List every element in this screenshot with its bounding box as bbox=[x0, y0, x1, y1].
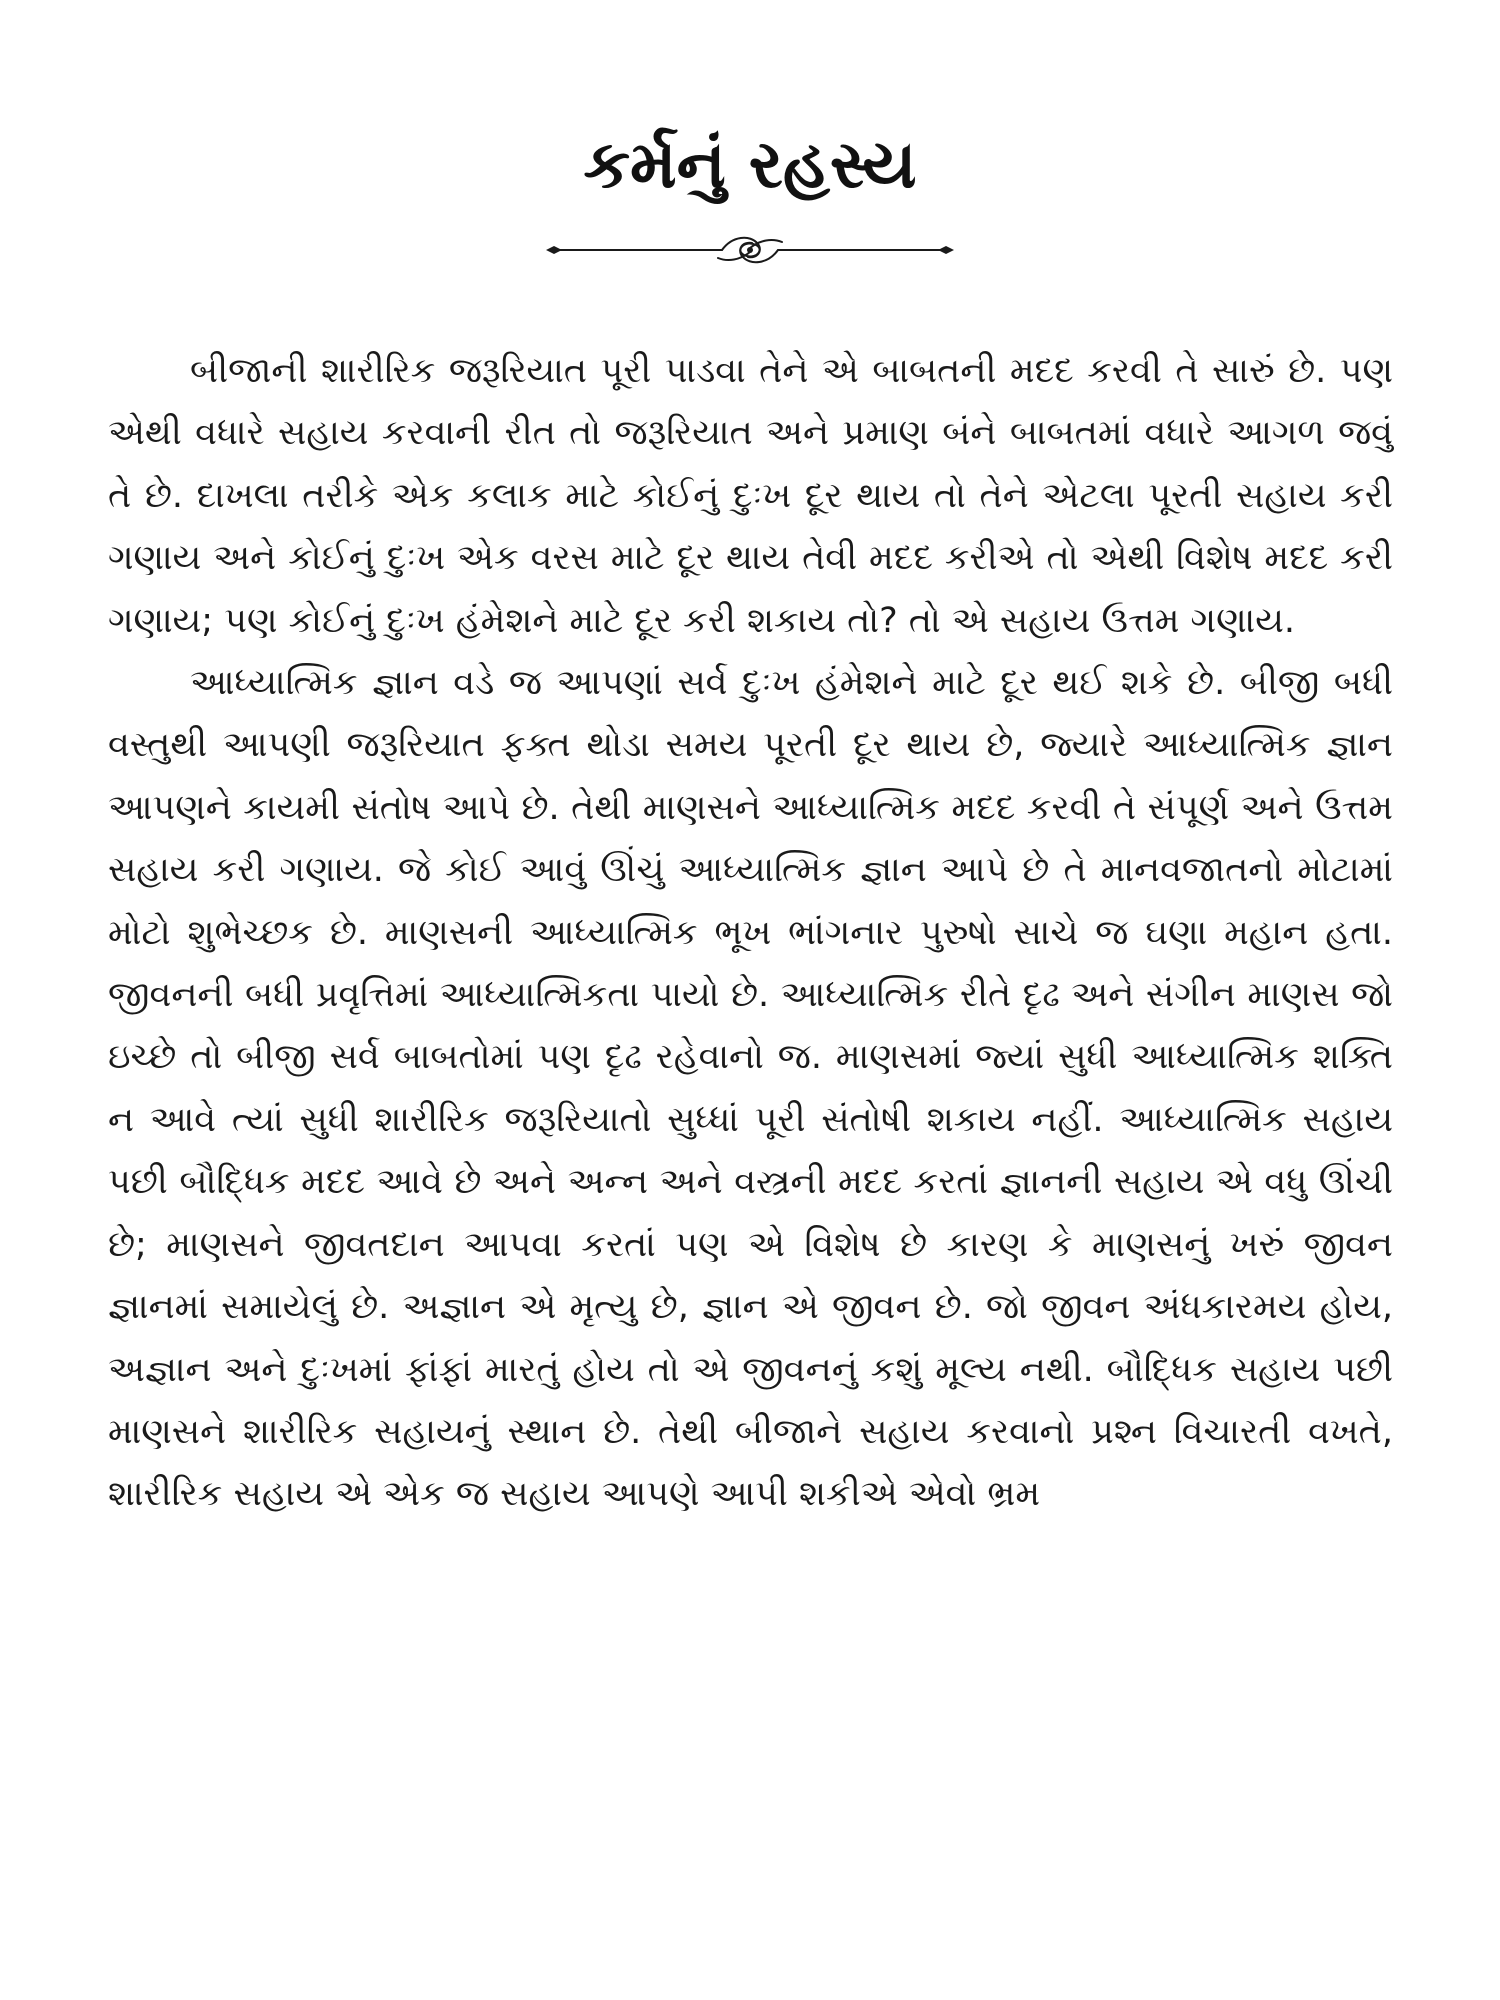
paragraph-1: બીજાની શારીરિક જરૂરિયાત પૂરી પાડવા તેને એ બાબતની મદદ કરવી તે સારું છે. પણ એથી વધારે સહાય કરવાની રીત તો જરૂરિયાત અને પ્રમાણ બંને બાબતમાં વધારે આગળ જવું તે છે. દાખલા તરીકે એક કલાક માટે કોઈનું દુઃખ દૂર થાય તો તેને એટલા પૂરતી સહાય કરી ગણાય અને કોઈનું દુઃખ એક વરસ માટે દૂર થાય તેવી મદદ કરીએ તો એથી વિશેષ મદદ કરી ગણાય; પણ કોઈનું દુઃખ હંમેશને માટે દૂર કરી શકાય તો? તો એ સહાય ઉત્તમ ગણાય. bbox=[108, 351, 1393, 641]
body-text bbox=[108, 340, 1393, 1526]
paragraph-2: આધ્યાત્મિક જ્ઞાન વડે જ આપણાં સર્વ દુઃખ હંમેશને માટે દૂર થઈ શકે છે. બીજી બધી વસ્તુથી આપણી જરૂરિયાત ફક્ત થોડા સમય પૂરતી દૂર થાય છે, જ્યારે આધ્યાત્મિક જ્ઞાન આપણને કાયમી સંતોષ આપે છે. તેથી માણસને આધ્યાત્મિક મદદ કરવી તે સંપૂર્ણ અને ઉત્તમ સહાય કરી ગણાય. જે કોઈ આવું ઊંચું આધ્યાત્મિક જ્ઞાન આપે છે તે માનવજાતનો મોટામાં મોટો શુભેચ્છક છે. માણસની આધ્યાત્મિક ભૂખ ભાંગનાર પુરુષો સાચે જ ઘણા મહાન હતા. જીવનની બધી પ્રવૃત્તિમાં આધ્યાત્મિકતા પાયો છે. આધ્યાત્મિક રીતે દૃઢ અને સંગીન માણસ જો ઇચ્છે તો બીજી સર્વ બાબતોમાં પણ દૃઢ રહેવાનો જ. માણસમાં જ્યાં સુધી આધ્યાત્મિક શક્તિ ન આવે ત્યાં સુધી શારીરિક જરૂરિયાતો સુધ્ધાં પૂરી સંતોષી શકાય નહીં. આધ્યાત્મિક સહાય પછી બૌદ્ધિક મદદ આવે છે અને અન્ન અને વસ્ત્રની મદદ કરતાં જ્ઞાનની સહાય એ વધુ ઊંચી છે; માણસને જીવતદાન આપવા કરતાં પણ એ વિશેષ છે કારણ કે માણસનું ખરું જીવન જ્ઞાનમાં સમાયેલું છે. અજ્ઞાન એ મૃત્યુ છે, જ્ઞાન એ જીવન છે. જો જીવન અંધકારમય હોય, અજ્ઞાન અને દુઃખમાં ફાંફાં મારતું હોય તો એ જીવનનું કશું મૂલ્ય નથી. બૌદ્ધિક સહાય પછી માણસને શારીરિક સહાયનું સ્થાન છે. તેથી બીજાને સહાય કરવાનો પ્રશ્ન વિચારતી વખતે, શારીરિક સહાય એ એક જ સહાય આપણે આપી શકીએ એવો ભ્રમ bbox=[108, 663, 1393, 1515]
title-divider-ornament bbox=[546, 226, 954, 274]
chapter-title: કર્મનું રહસ્ય bbox=[583, 125, 917, 203]
